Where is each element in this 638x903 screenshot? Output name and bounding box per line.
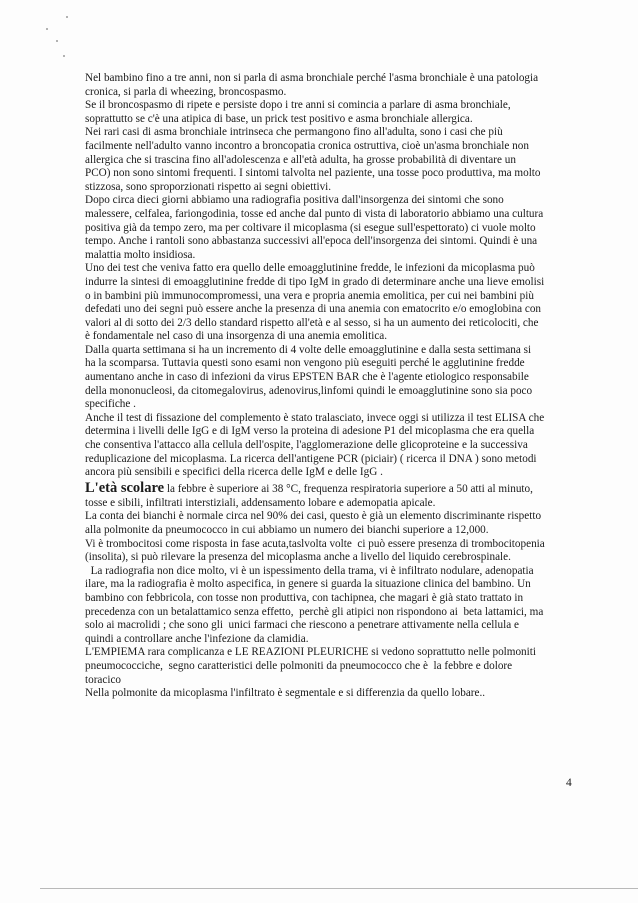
text-line: facilmente nell'adulto vanno incontro a broncopatia cronica ostruttiva, cioè un'asma bronchiale non xyxy=(85,139,529,152)
text-line: cronica, si parla di wheezing, broncospasmo. xyxy=(85,85,287,98)
text-line: stizzosa, sono sproporzionati rispetto ai segni obiettivi. xyxy=(85,180,332,193)
text-line: Nella polmonite da micoplasma l'infiltrato è segmentale e si differenzia da quello lobare.. xyxy=(85,687,486,700)
text-line: La radiografia non dice molto, vi è un ispessimento della trama, vi è infiltrato nodulare, adenopatia xyxy=(85,564,534,577)
text-line: toracico xyxy=(85,673,122,686)
text-line: PCO) non sono sintomi frequenti. I sintomi talvolta nel paziente, una tosse poco produttiva, ma molto xyxy=(85,167,541,180)
section-heading-rest: la febbre è superiore ai 38 °C, frequenza respiratoria superiore a 50 atti al minuto, xyxy=(164,482,533,495)
text-line: Uno dei test che veniva fatto era quello delle emoagglutinine fredde, le infezioni da micoplasma può xyxy=(85,262,535,275)
text-line: (insolita), si può rilevare la presenza del micoplasma anche a livello del liquido cerebrospinale. xyxy=(85,551,511,564)
scan-speck xyxy=(46,28,48,30)
text-line: reduplicazione del micoplasma. La ricerca dell'antigene PCR (piciair) ( ricerca il DNA ) sono metodi xyxy=(85,452,537,465)
section-line-eta-scolare xyxy=(85,480,585,497)
section-heading: L'età scolare xyxy=(85,479,165,496)
text-line: ha la scomparsa. Tuttavia questi sono esami non vengono più eseguiti perché le agglutinine fredde xyxy=(85,357,525,370)
text-line: pneumococciche, segno caratteristici delle polmoniti da pneumococco che è la febbre e dolore xyxy=(85,659,513,672)
text-line: Nei rari casi di asma bronchiale intrinseca che permangono fino all'adulta, sono i casi che più xyxy=(85,126,503,139)
text-line: è fondamentale nel caso di una insorgenza di una anemia emolitica. xyxy=(85,330,388,343)
text-line: Vi è trombocitosi come risposta in fase acuta,taslvolta volte ci può essere presenza di trombocitopenia xyxy=(85,537,545,550)
text-line: Nel bambino fino a tre anni, non si parla di asma bronchiale perché l'asma bronchiale è una patologia xyxy=(85,72,539,84)
text-line: Dopo circa dieci giorni abbiamo una radiografia positiva dall'insorgenza dei sintomi che sono xyxy=(85,194,504,207)
text-line: indurre la sintesi di emoagglutinine fredde di tipo IgM in grado di determinare anche una lieve emolisi xyxy=(85,275,545,288)
text-line: Se il broncospasmo di ripete e persiste dopo i tre anni si comincia a parlare di asma bronchiale, xyxy=(85,99,511,112)
text-line: ilare, ma la radiografia è molto aspecifica, in genere si guarda la situazione clinica del bambino. Un xyxy=(85,578,531,591)
text-line: alla polmonite da pneumococco in cui abbiamo un numero dei bianchi superiore a 12,000. xyxy=(85,524,489,536)
text-line: precedenza con un betalattamico senza effetto, perchè gli atipici non rispondono ai beta lattamici, ma xyxy=(85,605,544,618)
text-line: della mononucleosi, da citomegalovirus, adenovirus,linfomi quindi le emoagglutinine sono sia poco xyxy=(85,384,533,397)
text-line: soprattutto se c'è una atipica di base, un prick test positivo e asma bronchiale allergica. xyxy=(85,112,473,125)
scan-speck xyxy=(63,55,65,57)
text-line: solo ai macrolidi ; che sono gli unici farmaci che riescono a penetrare attivamente nella cellula e xyxy=(85,619,519,632)
text-line: defedati uno dei segni può essere anche la presenza di una anemia con ematocrito e/o emoglobina con xyxy=(85,303,542,316)
text-line: ancora più sensibili e specifici della ricerca delle IgM e delle IgG . xyxy=(85,466,383,479)
text-line: tosse e sibili, infiltrati interstiziali, addensamento lobare e ademopatia apicale. xyxy=(85,496,436,509)
text-line: L'EMPIEMA rara complicanza e LE REAZIONI PLEURICHE si vedono soprattutto nelle polmoniti xyxy=(85,646,536,659)
text-line: bambino con febbricola, con tosse non produttiva, con tachipnea, che magari è già stato trattato in xyxy=(85,591,524,604)
text-line: positiva già da tempo zero, ma per coltivare il micoplasma (si esegue sull'espettorato) ci vuole molto xyxy=(85,221,536,234)
text-line: tempo. Anche i rantoli sono abbastanza successivi all'epoca dell'insorgenza dei sintomi. Quindi è una xyxy=(85,235,538,248)
document-body xyxy=(85,72,585,701)
text-line: Dalla quarta settimana si ha un incremento di 4 volte delle emoagglutinine e dalla sesta settimana si xyxy=(85,343,532,356)
text-line: determina i livelli delle IgG e di IgM verso la proteina di adesione P1 del micoplasma che era quella xyxy=(85,425,535,438)
text-line: valori al di sotto dei 2/3 dello standard rispetto all'età e al sesso, si ha un aumento dei reticolociti, che xyxy=(85,316,539,329)
text-line: o in bambini più immunocompromessi, una vera e propria anemia emolitica, per cui nei bambini più xyxy=(85,289,534,302)
text-line: che consentiva l'attacco alla cellula dell'ospite, l'agglomerazione delle glicoproteine e la successiva xyxy=(85,439,528,452)
text-line: specifiche . xyxy=(85,398,136,411)
text-line: La conta dei bianchi è normale circa nel 90% dei casi, questo è già un elemento discriminante rispetto xyxy=(85,510,542,523)
text-line: malattia molto insidiosa. xyxy=(85,248,196,261)
scan-edge-line xyxy=(40,888,638,889)
text-line: quindi a controllare anche l'infezione da clamidia. xyxy=(85,632,309,645)
text-line: Anche il test di fissazione del complemento è stato tralasciato, invece oggi si utilizza il test ELISA che xyxy=(85,411,545,424)
scan-speck xyxy=(66,16,68,18)
text-line: malessere, celfalea, fariongodinia, tosse ed anche dal punto di vista di laboratorio abbiamo una cultura xyxy=(85,207,544,220)
text-line: aumentano anche in caso di infezioni da virus EPSTEN BAR che è l'agente etiologico responsabile xyxy=(85,371,529,384)
page-number: 4 xyxy=(566,777,572,789)
scan-speck xyxy=(56,40,58,42)
text-line: allergica che si trascina fino all'adolescenza e all'età adulta, ha grosse probabilità di diventare un xyxy=(85,153,516,166)
